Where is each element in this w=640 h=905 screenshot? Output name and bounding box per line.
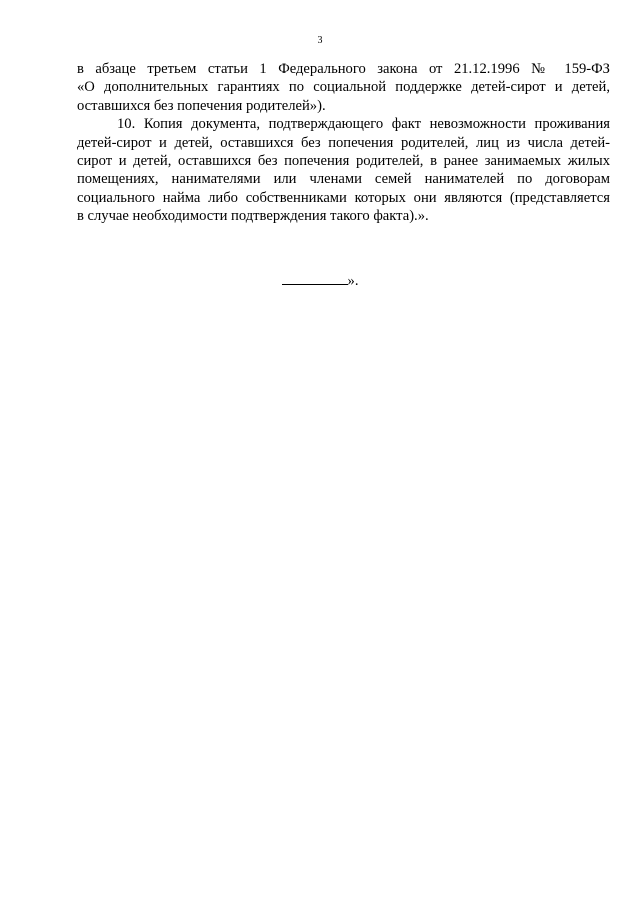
closing-quote: ». bbox=[347, 273, 359, 289]
page-number: 3 bbox=[317, 35, 323, 46]
paragraph-continuation bbox=[77, 60, 610, 115]
document-body bbox=[77, 60, 610, 226]
text-line: социального найма либо собственниками которых они являются (представляется bbox=[77, 189, 610, 206]
paragraph-item-10 bbox=[77, 115, 610, 225]
text-line: «О дополнительных гарантиях по социальной поддержке детей-сирот и детей, bbox=[77, 79, 610, 96]
text-line: в абзаце третьем статьи 1 Федерального закона от 21.12.1996 № 159-ФЗ bbox=[77, 61, 610, 77]
text-line: помещениях, нанимателями или членами семей нанимателей по договорам bbox=[77, 171, 610, 188]
text-line: детей-сирот и детей, оставшихся без попечения родителей, лиц из числа детей- bbox=[77, 134, 610, 151]
text-line: сирот и детей, оставшихся без попечения родителей, в ранее занимаемых жилых bbox=[77, 153, 610, 170]
closing-underline bbox=[282, 270, 348, 285]
text-line: в случае необходимости подтверждения такого факта).». bbox=[77, 208, 429, 225]
text-line: 10. Копия документа, подтверждающего факт невозможности проживания bbox=[117, 116, 610, 133]
closing-line bbox=[0, 270, 640, 290]
text-line: оставшихся без попечения родителей»). bbox=[77, 97, 326, 114]
